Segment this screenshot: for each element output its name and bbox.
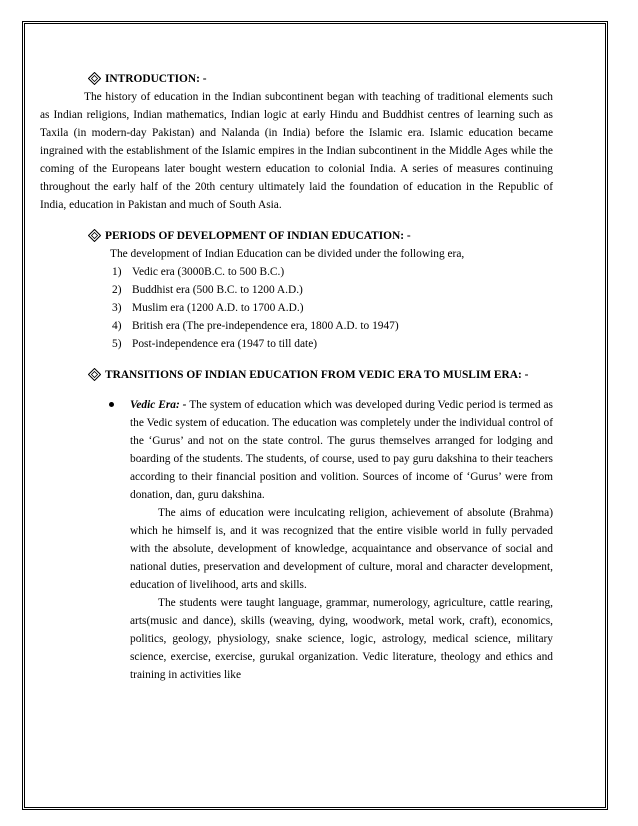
- diamond-bullet-icon: [88, 72, 101, 85]
- transitions-section: [88, 366, 553, 684]
- list-item: 4) British era (The pre-independence era, 1800 A.D. to 1947): [112, 320, 399, 332]
- periods-heading: [88, 227, 553, 245]
- introduction-section: [40, 70, 553, 214]
- vedic-para-3: The students were taught language, grammar, numerology, agriculture, cattle rearing, arts(music and dance), skills (weaving, dying, woodwork, metal work, craft), economics, politics, geology, physiology, snake science, logic, astrology, medical science, military science, exercise, exercise, gurukal organization. Vedic literature, theology and ethics and training in activities like: [130, 597, 553, 681]
- list-item: 3) Muslim era (1200 A.D. to 1700 A.D.): [112, 302, 304, 314]
- list-item: 1) Vedic era (3000B.C. to 500 B.C.): [112, 266, 285, 278]
- periods-section: [88, 227, 553, 353]
- bullet-dot-icon: [109, 402, 114, 407]
- document-body: [40, 70, 553, 684]
- periods-intro: The development of Indian Education can be divided under the following era,: [110, 248, 465, 260]
- diamond-bullet-icon: [88, 368, 101, 381]
- introduction-heading-text: INTRODUCTION: -: [105, 73, 207, 85]
- vedic-era-term: Vedic Era: -: [130, 399, 187, 411]
- vedic-para-2: The aims of education were inculcating religion, achievement of absolute (Brahma) which he himself is, and it was recognized that the entire visible world in fully pervaded with the absolute, development of knowledge, acquaintance and observance of social and national duties, preservation and development of culture, moral and character development, education of livelihood, arts and skills.: [130, 507, 553, 591]
- vedic-era-block: [80, 396, 553, 684]
- periods-list: [88, 263, 553, 353]
- periods-heading-text: PERIODS OF DEVELOPMENT OF INDIAN EDUCATION: -: [105, 230, 411, 242]
- introduction-heading: [88, 70, 553, 88]
- introduction-paragraph: The history of education in the Indian subcontinent began with teaching of traditional elements such as Indian religions, Indian mathematics, Indian logic at early Hindu and Buddhist centres of learning such as Taxila (in modern-day Pakistan) and Nalanda (in India) before the Islamic era. Islamic education became ingrained with the establishment of the Islamic empires in the Indian subcontinent in the Middle Ages while the coming of the Europeans later bought western education to colonial India. A series of measures continuing throughout the early half of the 20th century ultimately laid the foundation of education in the Republic of India, education in Pakistan and much of South Asia.: [40, 91, 553, 211]
- vedic-para-1: Vedic Era: - The system of education which was developed during Vedic period is termed as the Vedic system of education. The education was completely under the individual control of the ‘Gurus’ and not on the state control. The gurus themselves arranged for lodging and boarding of the students. The students, of course, used to pay guru dakshina to their teachers according to their financial position and volition. Sources of income of ‘Gurus’ were from donation, dan, guru dakshina.: [130, 399, 553, 501]
- diamond-bullet-icon: [88, 229, 101, 242]
- transitions-heading: [88, 366, 553, 384]
- list-item: 2) Buddhist era (500 B.C. to 1200 A.D.): [112, 284, 303, 296]
- transitions-heading-text: TRANSITIONS OF INDIAN EDUCATION FROM VEDIC ERA TO MUSLIM ERA: -: [105, 369, 529, 381]
- list-item: 5) Post-independence era (1947 to till date): [112, 338, 318, 350]
